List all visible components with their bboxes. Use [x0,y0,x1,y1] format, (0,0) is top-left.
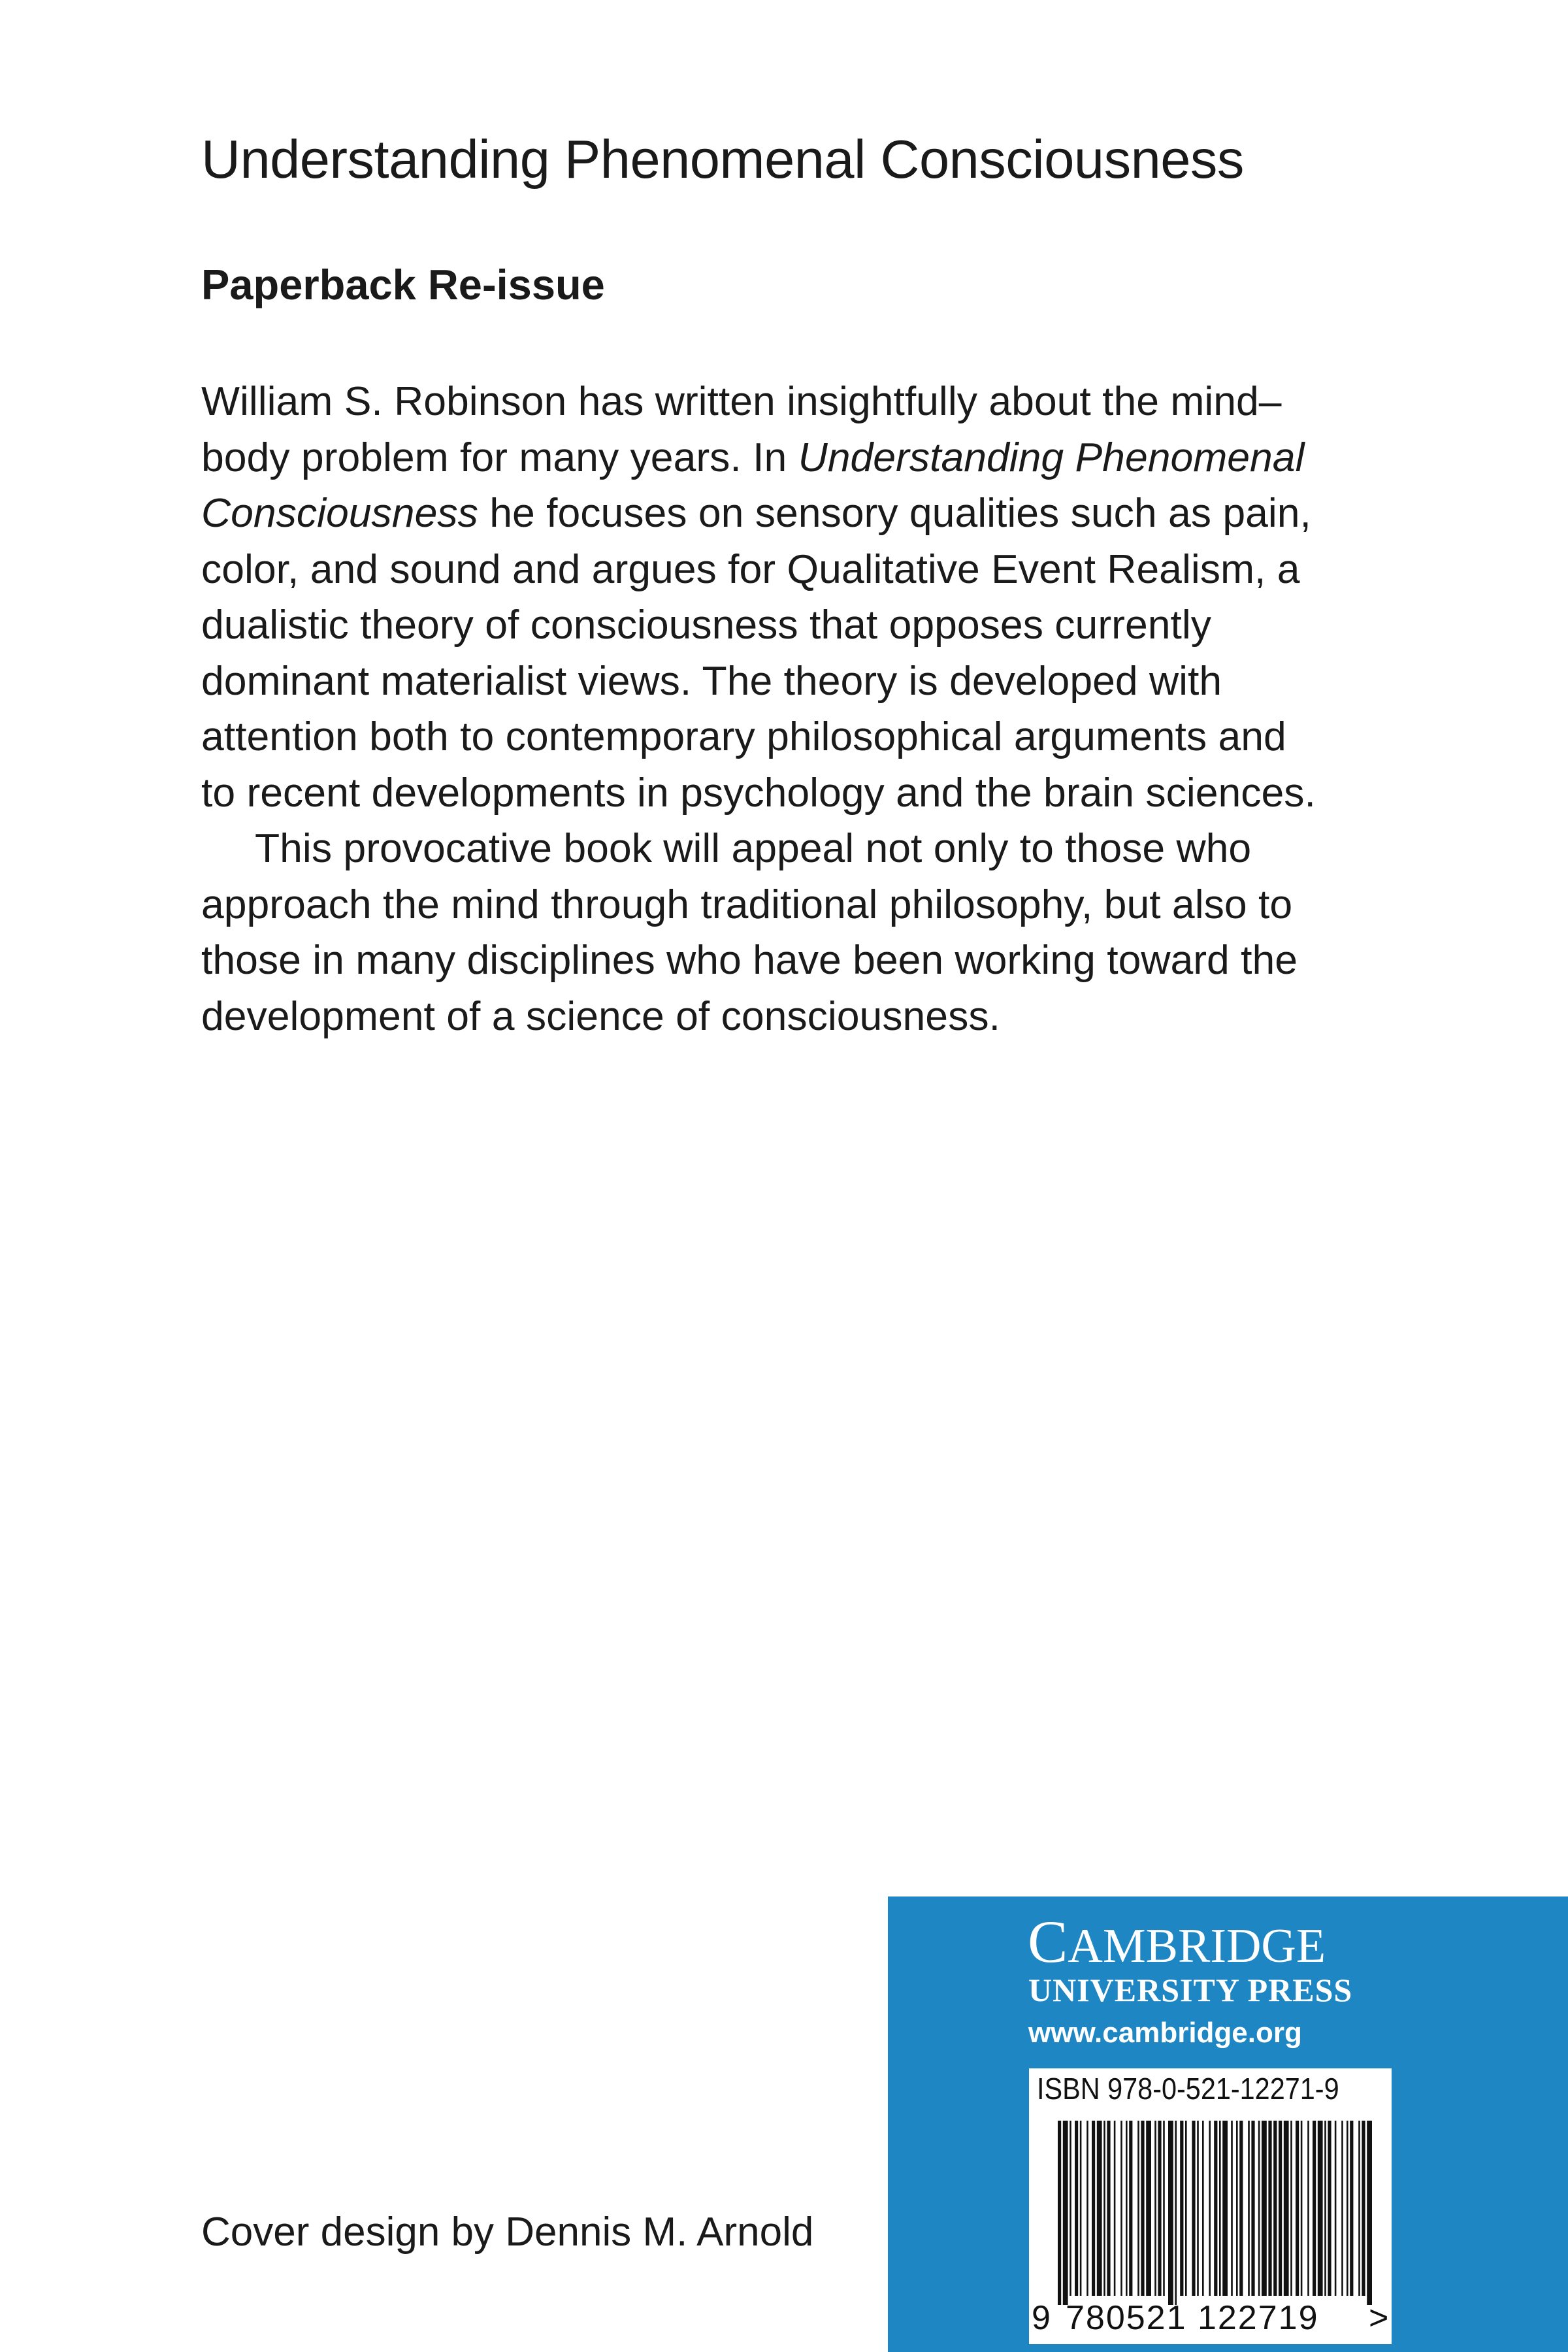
barcode-bar [1273,2121,1277,2296]
publisher-name-rest: AMBRIDGE [1068,1919,1326,1973]
publisher-name-initial: C [1028,1908,1068,1975]
blurb-line: dominant materialist views. The theory is developed with [201,657,1222,704]
barcode-bar [1262,2121,1267,2296]
barcode-bar [1103,2121,1105,2296]
barcode-bar [1197,2121,1199,2296]
barcode-bar [1341,2121,1343,2296]
barcode-bar [1222,2121,1228,2296]
barcode-block [1029,2068,1392,2344]
barcode-bar [1268,2121,1271,2296]
barcode-bar [1347,2121,1348,2296]
barcode-bar [1126,2121,1128,2296]
barcode-bar [1236,2121,1238,2296]
publisher-subname: UNIVERSITY PRESS [1028,1972,1353,2008]
barcode-bar [1058,2121,1061,2305]
blurb-line: This provocative book will appeal not only to those who [255,825,1252,871]
barcode-bar [1154,2121,1156,2296]
blurb-text: he focuses on sensory qualities such as pain, [478,490,1311,536]
barcode-bar [1107,2121,1110,2296]
barcode-bar [1284,2121,1289,2296]
barcode-bar [1080,2121,1082,2296]
blurb-line: dualistic theory of consciousness that opposes currently [201,602,1211,648]
barcode-bar [1324,2121,1326,2296]
barcode-bar [1120,2121,1122,2296]
barcode-bar [1097,2121,1102,2296]
barcode-bar [1335,2121,1337,2296]
barcode-bar [1202,2121,1204,2296]
barcode-bar [1362,2121,1365,2296]
edition-label: Paperback Re-issue [201,261,605,308]
barcode-bar [1214,2121,1217,2296]
barcode-bar [1185,2121,1187,2296]
barcode-bar [1328,2121,1331,2296]
barcode-bar [1209,2121,1211,2296]
blurb-line: those in many disciplines who have been working toward the [201,937,1298,983]
barcode-bar [1146,2121,1151,2296]
barcode-bar [1231,2121,1233,2296]
barcode-bar [1358,2121,1360,2296]
barcode-bar [1307,2121,1309,2296]
barcode-bar [1219,2121,1221,2296]
barcode-bar [1239,2121,1243,2296]
blurb-italic-title: Understanding Phenomenal [798,434,1305,480]
barcode-bar [1158,2121,1161,2296]
barcode-bar [1168,2121,1173,2305]
book-title: Understanding Phenomenal Consciousness [201,129,1244,190]
barcode-bar [1318,2121,1323,2296]
barcode-bar [1301,2121,1303,2296]
cover-design-credit: Cover design by Dennis M. Arnold [201,2210,814,2255]
barcode-bar [1075,2121,1078,2296]
barcode-digits: 780521 122719 [1066,2299,1319,2337]
publisher-website: www.cambridge.org [1028,2017,1302,2049]
barcode-bar [1251,2121,1254,2296]
blurb-italic-title: Consciousness [201,490,478,536]
blurb-line: approach the mind through traditional philosophy, but also to [201,881,1293,927]
barcode-bar [1137,2121,1139,2296]
blurb-line: attention both to contemporary philosophical arguments and [201,714,1286,759]
barcode-bar [1092,2121,1095,2296]
barcode-bar [1175,2121,1177,2305]
barcode-bar [1163,2121,1165,2296]
barcode-bar [1070,2121,1071,2296]
blurb-text: body problem for many years. In [201,434,798,480]
barcode-bar [1192,2121,1195,2296]
barcode-bar [1290,2121,1292,2296]
barcode-bar [1141,2121,1144,2296]
blurb-line: color, and sound and argues for Qualitative Event Realism, a [201,546,1300,592]
barcode-bar [1279,2121,1282,2296]
barcode-bar [1114,2121,1116,2296]
barcode-bar [1367,2121,1372,2305]
barcode-arrow: > [1369,2299,1389,2337]
blurb-line [201,430,1371,486]
barcode-bar [1180,2121,1183,2296]
barcode-bar [1313,2121,1316,2296]
isbn-label: ISBN 978-0-521-12271-9 [1037,2072,1339,2106]
barcode-bar [1248,2121,1250,2296]
blurb-line [201,486,1371,542]
book-description [201,374,1371,1044]
publisher-logo-name [1028,1907,1390,1976]
publisher-panel [888,1897,1568,2352]
barcode-bar [1086,2121,1088,2296]
barcode-bar [1296,2121,1299,2296]
barcode-first-digit: 9 [1032,2299,1051,2337]
blurb-line: to recent developments in psychology and the brain sciences. [201,769,1316,816]
blurb-line: development of a science of consciousness. [201,993,1000,1039]
barcode-bar [1350,2121,1353,2296]
blurb-line: William S. Robinson has written insightfully about the mind– [201,378,1282,424]
barcode-bar [1258,2121,1260,2296]
barcode-bar [1129,2121,1132,2296]
barcode-bar [1063,2121,1068,2305]
